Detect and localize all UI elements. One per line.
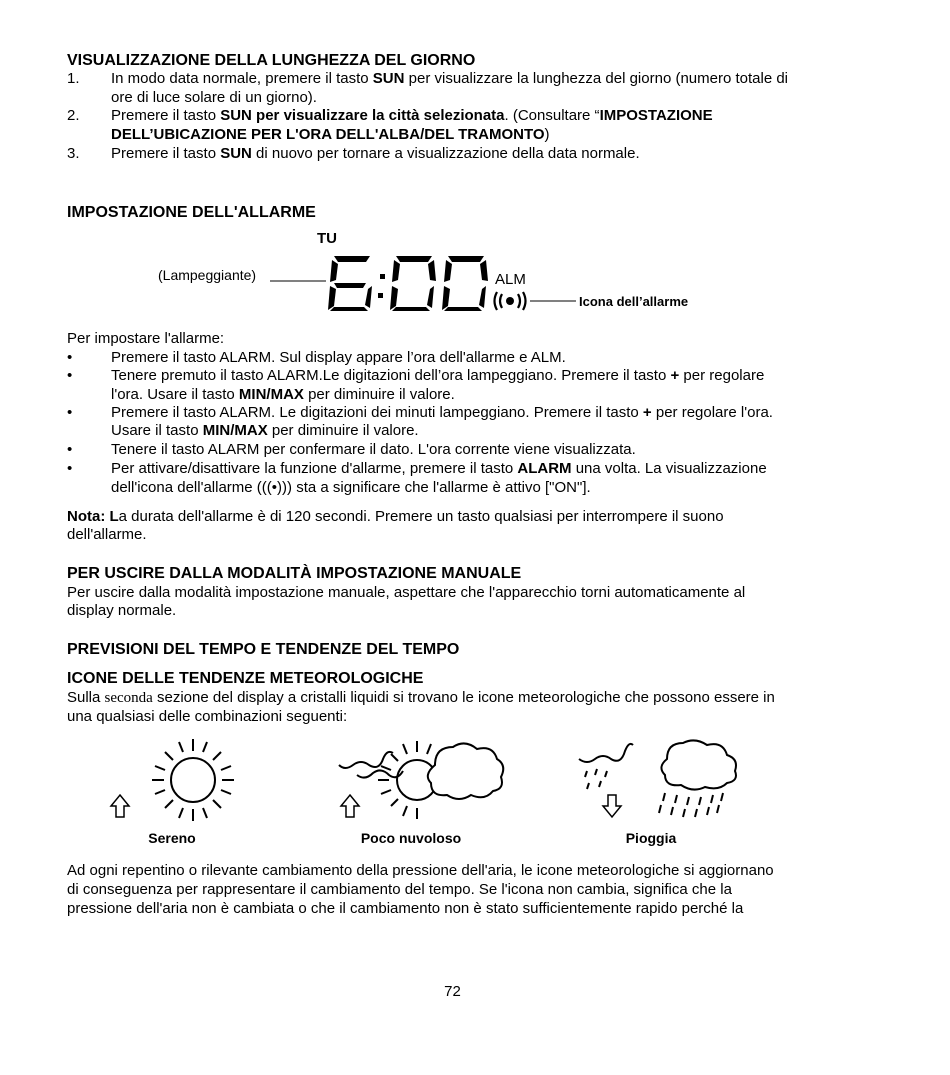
paragraph: pressione dell'aria non è cambiata o che il cambiamento non è stato sufficientemente rapido perché la [67, 900, 744, 917]
list-number: 1. [67, 70, 80, 87]
paragraph: di conseguenza per rappresentare il cambiamento del tempo. Se l'icona non cambia, significa che la [67, 881, 732, 898]
section-heading-day-length: VISUALIZZAZIONE DELLA LUNGHEZZA DEL GIORNO [67, 52, 476, 69]
alarm-bell-icon [495, 292, 526, 310]
section-heading-forecast: PREVISIONI DEL TEMPO E TENDENZE DEL TEMPO [67, 641, 460, 658]
lcd-digit [328, 256, 372, 311]
document-page: VISUALIZZAZIONE DELLA LUNGHEZZA DEL GIORNO 1. In modo data normale, premere il tasto SUN per visualizzare la lunghezza del giorno (numero totale di ore di luce solare di un giorno). 2. Premere il tasto SUN per visualizzare la città selezionata. (Consultare “IMPOSTAZIONE DELL’UBICAZIONE PER L'ORA DELL'ALBA/DEL TRAMONTO) 3. Premere il tasto SUN di nuovo per tornare a visualizzazione della data normale. IMPOSTAZIONE DELL'ALLARME TU (Lampeggiante) ALM Icona dell’allarme Per impostare l'allarme: • Premere il tasto ALARM. Sul display appare l’ora dell'allarme e ALM. • Tenere premuto il tasto ALARM.Le digitazioni dell’ora lampeggiano. Premere il tasto + per regolare l'ora. Usare il tasto MIN/MAX per diminuire il valore. • Premere il tasto ALARM. Le digitazioni dei minuti lampeggiano. Premere il tasto + per regolare l'ora. Usare il tasto MIN/MAX per diminuire il valore. • Tenere il tasto ALARM per confermare il dato. L'ora corrente viene visualizzata. • Per attivare/disattivare la funzione d'allarme, premere il tasto ALARM una volta. La visualizzazione dell'icona dell'allarme (((•))) sta a significare che l'allarme è attivo ["ON"]. Nota: La durata dell'allarme è di 120 secondi. Premere un tasto qualsiasi per interrompere il suono dell'allarme. PER USCIRE DALLA MODALITÀ IMPOSTAZIONE MANUALE Per uscire dalla modalità impostazione manuale, aspettare che l'apparecchio torni automaticamente al display normale. PREVISIONI DEL TEMPO E TENDENZE DEL TEMPO ICONE DELLE TENDENZE METEOROLOGICHE Sulla seconda sezione del display a cristalli liquidi si trovano le icone meteorologiche che possono essere in una qualsiasi delle combinazioni seguenti: Sereno Poco nuvoloso Pioggia Ad ogni repentino o rilevante cambiamento della pressione dell'aria, le icone meteorologiche si aggiornano di conseguenza per rappresentare il cambiamento del tempo. Se l'icona non cambia, significa che la pressione dell'aria non è cambiata o che il cambiamento non è stato sufficientemente rapido perché la 72 [0, 0, 950, 1075]
lcd-alm-indicator: ALM [495, 271, 526, 288]
weather-label: Poco nuvoloso [360, 830, 462, 846]
alarm-note-continued: dell'allarme. [67, 526, 147, 543]
flashing-label: (Lampeggiante) [158, 267, 257, 283]
paragraph: Per uscire dalla modalità impostazione manuale, aspettare che l'apparecchio torni automaticamente al [67, 584, 746, 601]
alarm-note: Nota: La durata dell'allarme è di 120 secondi. Premere un tasto qualsiasi per interrompere il suono [67, 508, 724, 525]
section-heading-exit-manual: PER USCIRE DALLA MODALITÀ IMPOSTAZIONE MANUALE [67, 565, 522, 582]
list-number: 3. [67, 145, 80, 162]
lcd-time-display [268, 248, 598, 318]
paragraph: una qualsiasi delle combinazioni seguenti: [67, 708, 348, 725]
arrow-down-icon [600, 793, 624, 819]
arrow-up-icon [108, 793, 132, 819]
section-heading-alarm: IMPOSTAZIONE DELL'ALLARME [67, 204, 316, 221]
lcd-digit [390, 256, 436, 311]
section-subheading-trend-icons: ICONE DELLE TENDENZE METEOROLOGICHE [67, 670, 424, 687]
alarm-intro: Per impostare l'allarme: [67, 330, 225, 347]
weather-label: Sereno [148, 830, 196, 846]
alarm-icon-label: Icona dell’allarme [579, 294, 689, 309]
paragraph: Ad ogni repentino o rilevante cambiamento della pressione dell'aria, le icone meteorologiche si aggiornano [67, 862, 774, 879]
page-number: 72 [444, 983, 461, 1000]
lcd-day: TU [317, 230, 337, 247]
lcd-digit [442, 256, 488, 311]
arrow-up-icon [338, 793, 362, 819]
paragraph: display normale. [67, 602, 177, 619]
paragraph: Sulla seconda sezione del display a cristalli liquidi si trovano le icone meteorologiche che possono essere in [67, 689, 775, 706]
list-number: 2. [67, 107, 80, 124]
weather-label: Pioggia [625, 830, 677, 846]
